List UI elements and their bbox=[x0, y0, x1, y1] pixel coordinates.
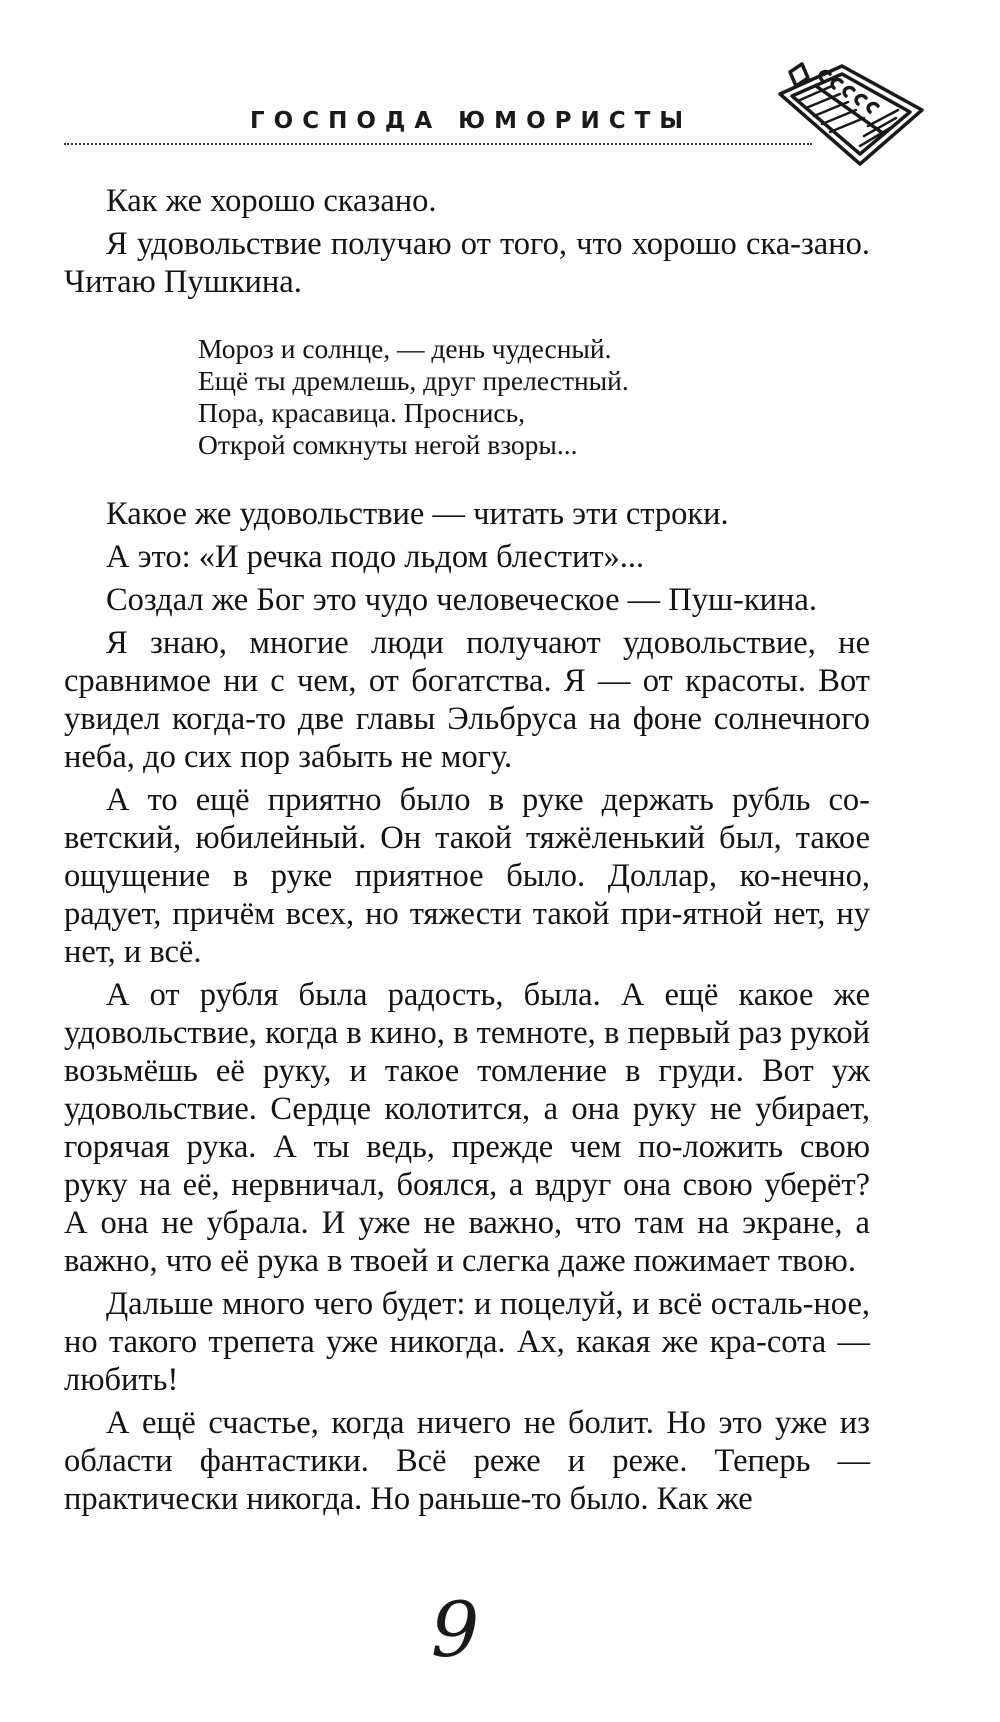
paragraph: Какое же удовольствие — читать эти строки. bbox=[106, 496, 729, 532]
page-number: 9 bbox=[430, 1585, 480, 1674]
poem-quote bbox=[198, 333, 870, 461]
header-dotted-rule bbox=[64, 143, 812, 145]
paragraph: А ещё счастье, когда ничего не болит. Но это уже из области фантастики. Всё реже и реже. Теперь — практически никогда. Но раньше-то было. Как же bbox=[64, 1405, 870, 1517]
paragraph: Дальше много чего будет: и поцелуй, и всё осталь-ное, но такого трепета уже никогда. Ах, какая же кра-сота — любить! bbox=[64, 1286, 870, 1398]
main-text-block bbox=[64, 182, 870, 1523]
paragraph: Создал же Бог это чудо человеческое — Пуш-кина. bbox=[106, 582, 817, 618]
poem-line: Ещё ты дремлешь, друг прелестный. bbox=[198, 365, 629, 396]
paragraph: А это: «И речка подо льдом блестит»... bbox=[106, 539, 645, 575]
paragraph: Я знаю, многие люди получают удовольствие, не сравнимое ни с чем, от богатства. Я — от красоты. Вот увидел когда-то две главы Эльбруса на фоне солнечного неба, до сих пор забыть не могу. bbox=[64, 625, 870, 775]
poem-line: Открой сомкнуты негой взоры... bbox=[198, 429, 578, 460]
running-head-title: ГОСПОДА ЮМОРИСТЫ bbox=[250, 108, 693, 134]
paragraph: А то ещё приятно было в руке держать рубль со-ветский, юбилейный. Он такой тяжёленький был, такое ощущение в руке приятное было. Доллар, ко-нечно, радует, причём всех, но тяжести такой при-ятной нет, ну нет, и всё. bbox=[64, 782, 870, 970]
poem-line: Мороз и солнце, — день чудесный. bbox=[198, 333, 612, 364]
poem-line: Пора, красавица. Проснись, bbox=[198, 397, 526, 428]
planner-notebook-icon bbox=[772, 52, 928, 178]
paragraph: А от рубля была радость, была. А ещё какое же удовольствие, когда в кино, в темноте, в первый раз рукой возьмёшь её руку, и такое томление в груди. Вот уж удовольствие. Сердце колотится, а она руку не убирает, горячая рука. А ты ведь, прежде чем по-ложить свою руку на её, нервничал, боялся, а вдруг она свою уберёт? А она не убрала. И уже не важно, что там на экране, а важно, что её рука в твоей и слегка даже пожимает твою. bbox=[64, 977, 870, 1279]
paragraph: Я удовольствие получаю от того, что хорошо ска-зано. Читаю Пушкина. bbox=[64, 226, 870, 300]
paragraph: Как же хорошо сказано. bbox=[106, 183, 437, 219]
